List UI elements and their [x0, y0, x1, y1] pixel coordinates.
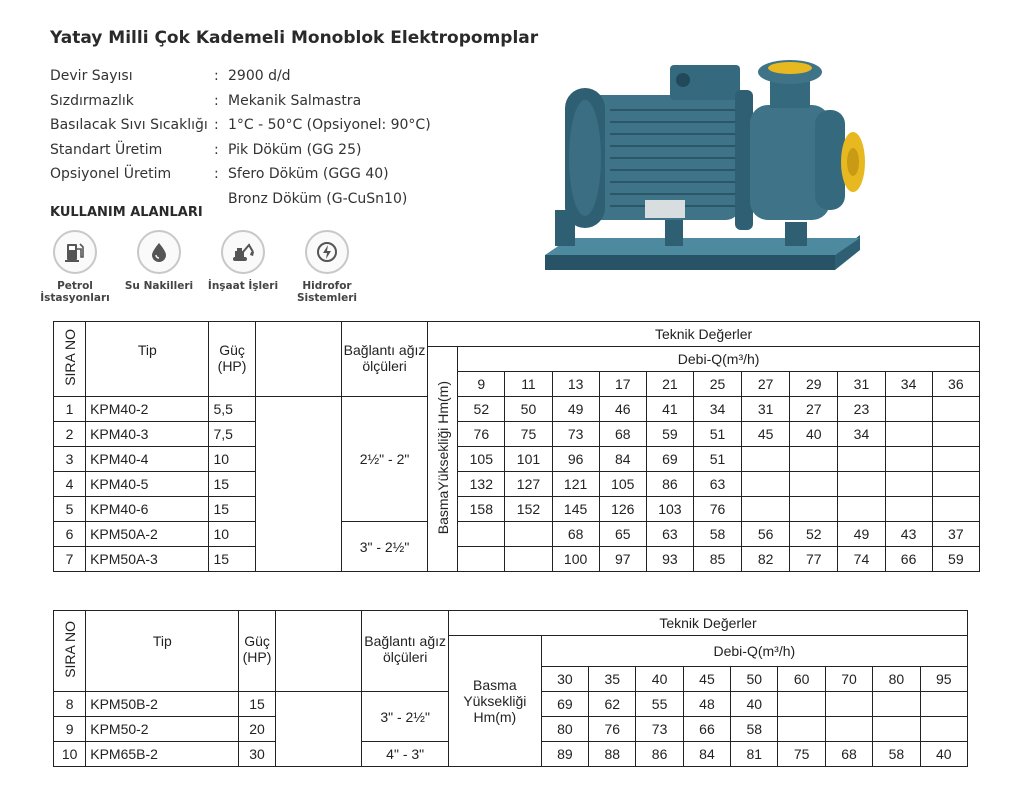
head-value: 76: [589, 717, 636, 742]
head-value: 132: [458, 472, 505, 497]
head-value: 56: [742, 522, 790, 547]
head-value: [885, 472, 932, 497]
head-value: 34: [838, 422, 885, 447]
spec-colon: :: [214, 92, 219, 109]
head-value: 69: [541, 692, 588, 717]
usage-label: Hidrofor Sistemleri: [297, 280, 357, 304]
page-title: Yatay Milli Çok Kademeli Monoblok Elektropomplar: [50, 28, 539, 48]
head-value: 101: [505, 447, 552, 472]
usage-item-hydrofor: [282, 230, 372, 304]
head-value: [778, 717, 825, 742]
head-value: [505, 547, 552, 572]
usage-label: İnşaat İşleri: [207, 280, 279, 292]
row-hp: 20: [239, 717, 275, 742]
head-value: [838, 472, 885, 497]
spec-colon: :: [214, 166, 219, 182]
excavator-icon: [221, 230, 265, 274]
head-value: 40: [790, 422, 838, 447]
head-value: [885, 497, 932, 522]
head-value: 50: [505, 397, 552, 422]
head-value: [885, 397, 932, 422]
row-no: 7: [54, 547, 86, 572]
performance-table-1: [53, 321, 980, 572]
head-value: 68: [552, 522, 599, 547]
head-value: 82: [742, 547, 790, 572]
flow-value: 17: [599, 372, 646, 397]
head-value: 65: [599, 522, 646, 547]
head-value: [920, 692, 967, 717]
usage-label: Su Nakilleri: [124, 280, 194, 292]
head-value: 58: [873, 742, 920, 767]
head-value: 49: [552, 397, 599, 422]
head-value: 37: [932, 522, 979, 547]
head-value: 103: [646, 497, 693, 522]
header-baglanti: Bağlantı ağız ölçüleri: [362, 611, 449, 692]
head-value: 100: [552, 547, 599, 572]
pressure-gauge-icon: [305, 230, 349, 274]
table-row: [54, 397, 980, 422]
row-tip: KPM40-6: [86, 497, 209, 522]
head-value: 34: [693, 397, 741, 422]
head-value: [505, 522, 552, 547]
table-row: [54, 547, 980, 572]
head-value: 145: [552, 497, 599, 522]
header-basma: Basma Yüksekliği Hm(m): [448, 636, 541, 767]
head-value: 84: [599, 447, 646, 472]
row-no: 4: [54, 472, 86, 497]
spec-colon: :: [214, 117, 219, 133]
head-value: 73: [552, 422, 599, 447]
row-tip: KPM40-4: [86, 447, 209, 472]
head-value: 40: [920, 742, 967, 767]
header-sira-no: SIRA NO: [54, 322, 86, 397]
head-value: 77: [790, 547, 838, 572]
pump-image: [535, 50, 885, 290]
flow-value: 13: [552, 372, 599, 397]
table-row: [54, 472, 980, 497]
flow-value: 34: [885, 372, 932, 397]
performance-table-2: [53, 610, 968, 767]
head-value: 63: [646, 522, 693, 547]
head-value: [838, 497, 885, 522]
head-value: 59: [932, 547, 979, 572]
head-value: 49: [838, 522, 885, 547]
head-value: 152: [505, 497, 552, 522]
head-value: [778, 692, 825, 717]
head-value: 59: [646, 422, 693, 447]
flow-value: 25: [693, 372, 741, 397]
head-value: 127: [505, 472, 552, 497]
head-value: 80: [541, 717, 588, 742]
spec-label: Devir Sayısı: [50, 68, 133, 84]
head-value: [790, 472, 838, 497]
spec-colon: :: [214, 68, 219, 84]
header-blank: [255, 322, 341, 397]
flow-value: 9: [458, 372, 505, 397]
row-no: 9: [54, 717, 86, 742]
row-hp: 30: [239, 742, 275, 767]
spec-value: 1°C - 50°C (Opsiyonel: 90°C): [228, 117, 431, 133]
row-hp: 15: [209, 547, 255, 572]
head-value: [790, 497, 838, 522]
row-no: 5: [54, 497, 86, 522]
head-value: 51: [693, 447, 741, 472]
head-value: 76: [693, 497, 741, 522]
table-row: [54, 447, 980, 472]
head-value: 55: [636, 692, 683, 717]
flow-value: 31: [838, 372, 885, 397]
row-tip: KPM50A-3: [86, 547, 209, 572]
head-value: 66: [683, 717, 730, 742]
head-value: 76: [458, 422, 505, 447]
flow-value: 60: [778, 667, 825, 692]
spec-value: Sfero Döküm (GGG 40): [228, 166, 389, 182]
usage-item-fuel: [30, 230, 120, 304]
head-value: 45: [742, 422, 790, 447]
connection-size: 3" - 2½": [341, 522, 427, 572]
head-value: [825, 717, 872, 742]
spec-value: 2900 d/d: [228, 68, 291, 84]
spec-label: Sızdırmazlık: [50, 92, 134, 109]
header-teknik: Teknik Değerler: [428, 322, 980, 347]
head-value: [458, 547, 505, 572]
spec-label: Opsiyonel Üretim: [50, 166, 172, 182]
row-hp: 15: [209, 472, 255, 497]
flow-value: 50: [731, 667, 778, 692]
header-guc: Güç (HP): [209, 322, 255, 397]
flow-value: 30: [541, 667, 588, 692]
header-blank: [275, 611, 362, 692]
row-tip: KPM40-2: [86, 397, 209, 422]
head-value: 97: [599, 547, 646, 572]
head-value: 62: [589, 692, 636, 717]
flow-value: 29: [790, 372, 838, 397]
row-tip: KPM40-5: [86, 472, 209, 497]
row-hp: 10: [209, 522, 255, 547]
row-no: 8: [54, 692, 86, 717]
head-value: [932, 447, 979, 472]
usage-label: Petrol İstasyonları: [40, 280, 110, 304]
head-value: 84: [683, 742, 730, 767]
head-value: [920, 717, 967, 742]
usage-item-construction: [198, 230, 288, 292]
head-value: 41: [646, 397, 693, 422]
header-guc: Güç (HP): [239, 611, 275, 692]
spec-label: Basılacak Sıvı Sıcaklığı: [50, 117, 208, 133]
table-row: [54, 522, 980, 547]
flow-value: 36: [932, 372, 979, 397]
head-value: 43: [885, 522, 932, 547]
head-value: 48: [683, 692, 730, 717]
header-sira-no: SIRA NO: [54, 611, 86, 692]
row-tip: KPM50A-2: [86, 522, 209, 547]
head-value: 93: [646, 547, 693, 572]
table-row: [54, 497, 980, 522]
head-value: 75: [505, 422, 552, 447]
head-value: 86: [646, 472, 693, 497]
head-value: 68: [825, 742, 872, 767]
blank-col: [255, 397, 341, 572]
head-value: [932, 397, 979, 422]
row-no: 2: [54, 422, 86, 447]
flow-value: 95: [920, 667, 967, 692]
row-tip: KPM50B-2: [86, 692, 239, 717]
head-value: 96: [552, 447, 599, 472]
head-value: 52: [458, 397, 505, 422]
spec-label: Standart Üretim: [50, 141, 163, 158]
head-value: 46: [599, 397, 646, 422]
head-value: 89: [541, 742, 588, 767]
usage-item-water: [114, 230, 204, 292]
head-value: [873, 692, 920, 717]
row-hp: 10: [209, 447, 255, 472]
head-value: [838, 447, 885, 472]
header-debi: Debi-Q(m³/h): [541, 636, 967, 667]
head-value: 27: [790, 397, 838, 422]
head-value: 52: [790, 522, 838, 547]
head-value: 81: [731, 742, 778, 767]
head-value: 66: [885, 547, 932, 572]
flow-value: 21: [646, 372, 693, 397]
spec-colon: :: [214, 141, 219, 158]
head-value: 126: [599, 497, 646, 522]
header-tip: Tip: [86, 322, 209, 397]
head-value: [742, 447, 790, 472]
row-tip: KPM40-3: [86, 422, 209, 447]
row-hp: 15: [239, 692, 275, 717]
row-no: 3: [54, 447, 86, 472]
flow-value: 70: [825, 667, 872, 692]
head-value: [790, 447, 838, 472]
flow-value: 40: [636, 667, 683, 692]
flow-value: 45: [683, 667, 730, 692]
head-value: 31: [742, 397, 790, 422]
head-value: 63: [693, 472, 741, 497]
row-tip: KPM65B-2: [86, 742, 239, 767]
head-value: [932, 497, 979, 522]
header-baglanti: Bağlantı ağız ölçüleri: [341, 322, 427, 397]
flow-value: 11: [505, 372, 552, 397]
header-teknik: Teknik Değerler: [448, 611, 967, 636]
spec-value: Mekanik Salmastra: [228, 92, 362, 109]
head-value: 158: [458, 497, 505, 522]
connection-size: 2½" - 2": [341, 397, 427, 522]
head-value: [825, 692, 872, 717]
header-basma: BasmaYüksekliği Hm(m): [428, 347, 458, 572]
head-value: 68: [599, 422, 646, 447]
head-value: 58: [731, 717, 778, 742]
head-value: 40: [731, 692, 778, 717]
head-value: 86: [636, 742, 683, 767]
flow-value: 80: [873, 667, 920, 692]
head-value: 69: [646, 447, 693, 472]
row-no: 6: [54, 522, 86, 547]
head-value: 58: [693, 522, 741, 547]
flow-value: 27: [742, 372, 790, 397]
head-value: [932, 422, 979, 447]
fuel-pump-icon: [53, 230, 97, 274]
head-value: 23: [838, 397, 885, 422]
head-value: [742, 497, 790, 522]
head-value: [742, 472, 790, 497]
head-value: 73: [636, 717, 683, 742]
spec-value: Pik Döküm (GG 25): [228, 141, 362, 158]
head-value: [885, 422, 932, 447]
head-value: 105: [599, 472, 646, 497]
flow-value: 35: [589, 667, 636, 692]
head-value: 51: [693, 422, 741, 447]
head-value: 74: [838, 547, 885, 572]
head-value: [932, 472, 979, 497]
connection-size: 4" - 3": [362, 742, 449, 767]
header-tip: Tip: [86, 611, 239, 692]
head-value: [873, 717, 920, 742]
blank-col: [275, 692, 362, 767]
water-drop-icon: [137, 230, 181, 274]
head-value: 85: [693, 547, 741, 572]
table-row: [54, 422, 980, 447]
head-value: [458, 522, 505, 547]
row-no: 1: [54, 397, 86, 422]
head-value: 121: [552, 472, 599, 497]
row-no: 10: [54, 742, 86, 767]
usage-title: KULLANIM ALANLARI: [50, 205, 203, 220]
row-hp: 15: [209, 497, 255, 522]
head-value: 105: [458, 447, 505, 472]
head-value: 88: [589, 742, 636, 767]
row-tip: KPM50-2: [86, 717, 239, 742]
row-hp: 5,5: [209, 397, 255, 422]
head-value: [885, 447, 932, 472]
connection-size: 3" - 2½": [362, 692, 449, 742]
head-value: 75: [778, 742, 825, 767]
spec-value: Bronz Döküm (G-CuSn10): [228, 190, 408, 207]
row-hp: 7,5: [209, 422, 255, 447]
header-debi: Debi-Q(m³/h): [458, 347, 980, 372]
